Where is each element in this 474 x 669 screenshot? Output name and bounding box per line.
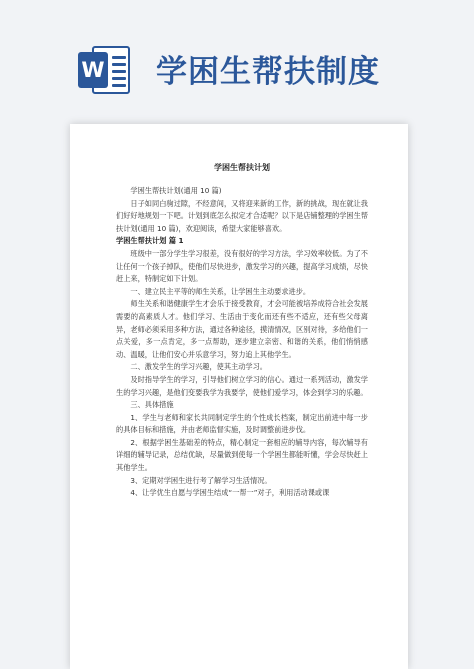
paragraph: 三、具体措施 (130, 400, 174, 410)
paragraph: 一、建立民主平等的师生关系，让学困生主动要求进步。 (130, 286, 311, 296)
paragraph: 2、根据学困生基础差的特点，精心制定一套相应的辅导内容，每次辅导有详细的辅导记录，总结优缺，尽量做到使每一个学困生都能听懂，学会尽快赶上其他学生。 (116, 437, 368, 473)
paragraph: 3、定期对学困生进行考了解学习生活情况。 (130, 475, 272, 485)
document-page (70, 124, 408, 669)
banner-title: 学困生帮扶制度 (156, 54, 380, 90)
paragraph: 4、让学优生自愿与学困生结成“一帮一”对子，利用活动课或课 (130, 488, 330, 498)
paragraph: 及时指导学生的学习，引导他们树立学习的信心。通过一系列活动，激发学生的学习兴趣，是他们变要我学为我要学，使他们爱学习，体会到学习的乐趣。 (116, 374, 368, 397)
document-content (116, 162, 368, 500)
word-logo-letter: W (78, 52, 108, 88)
paragraph: 班级中一部分学生学习很差，没有很好的学习方法，学习效率较低。为了不让任何一个孩子掉队，使他们尽快进步，激发学习的兴趣，提高学习成绩，尽快赶上来，特制定如下计划。 (116, 248, 368, 284)
document-body (116, 185, 368, 500)
paragraph: 二、激发学生的学习兴趣，使其主动学习。 (130, 362, 267, 372)
paragraph: 日子如同白驹过隙，不经意间，又将迎来新的工作，新的挑战，现在就让我们好好地规划一下吧。计划到底怎么拟定才合适呢？以下是店铺整理的学困生帮扶计划(通用 10 篇)，欢迎阅读，希望大家能够喜欢。 (116, 198, 368, 233)
section-heading: 学困生帮扶计划 篇 1 (116, 236, 184, 246)
paragraph: 师生关系和谐健康学生才会乐于接受教育，才会可能被培养成符合社会发展需要的高素质人才。他们学习、生活由于变化而还有些不适应，还有些父母离异，老师必须采用多种方法，通过各种途径，摸清情况，区别对待，多给他们一点关爱，多一点肯定，多一点帮助，逐步建立亲密、和谐的关系，他们悄悄感动、温暖，让他们安心并乐意学习，努力追上其他学生。 (116, 299, 368, 359)
paragraph: 1、学生与老师和家长共同制定学生的个性成长档案，制定出前进中每一步的具体目标和措施，并由老师监督实施，及时调整前进步伐。 (116, 412, 368, 435)
word-document-icon (78, 42, 130, 96)
paragraph: 学困生帮扶计划(通用 10 篇) (130, 186, 222, 195)
document-title: 学困生帮扶计划 (214, 163, 270, 172)
banner (0, 0, 474, 100)
